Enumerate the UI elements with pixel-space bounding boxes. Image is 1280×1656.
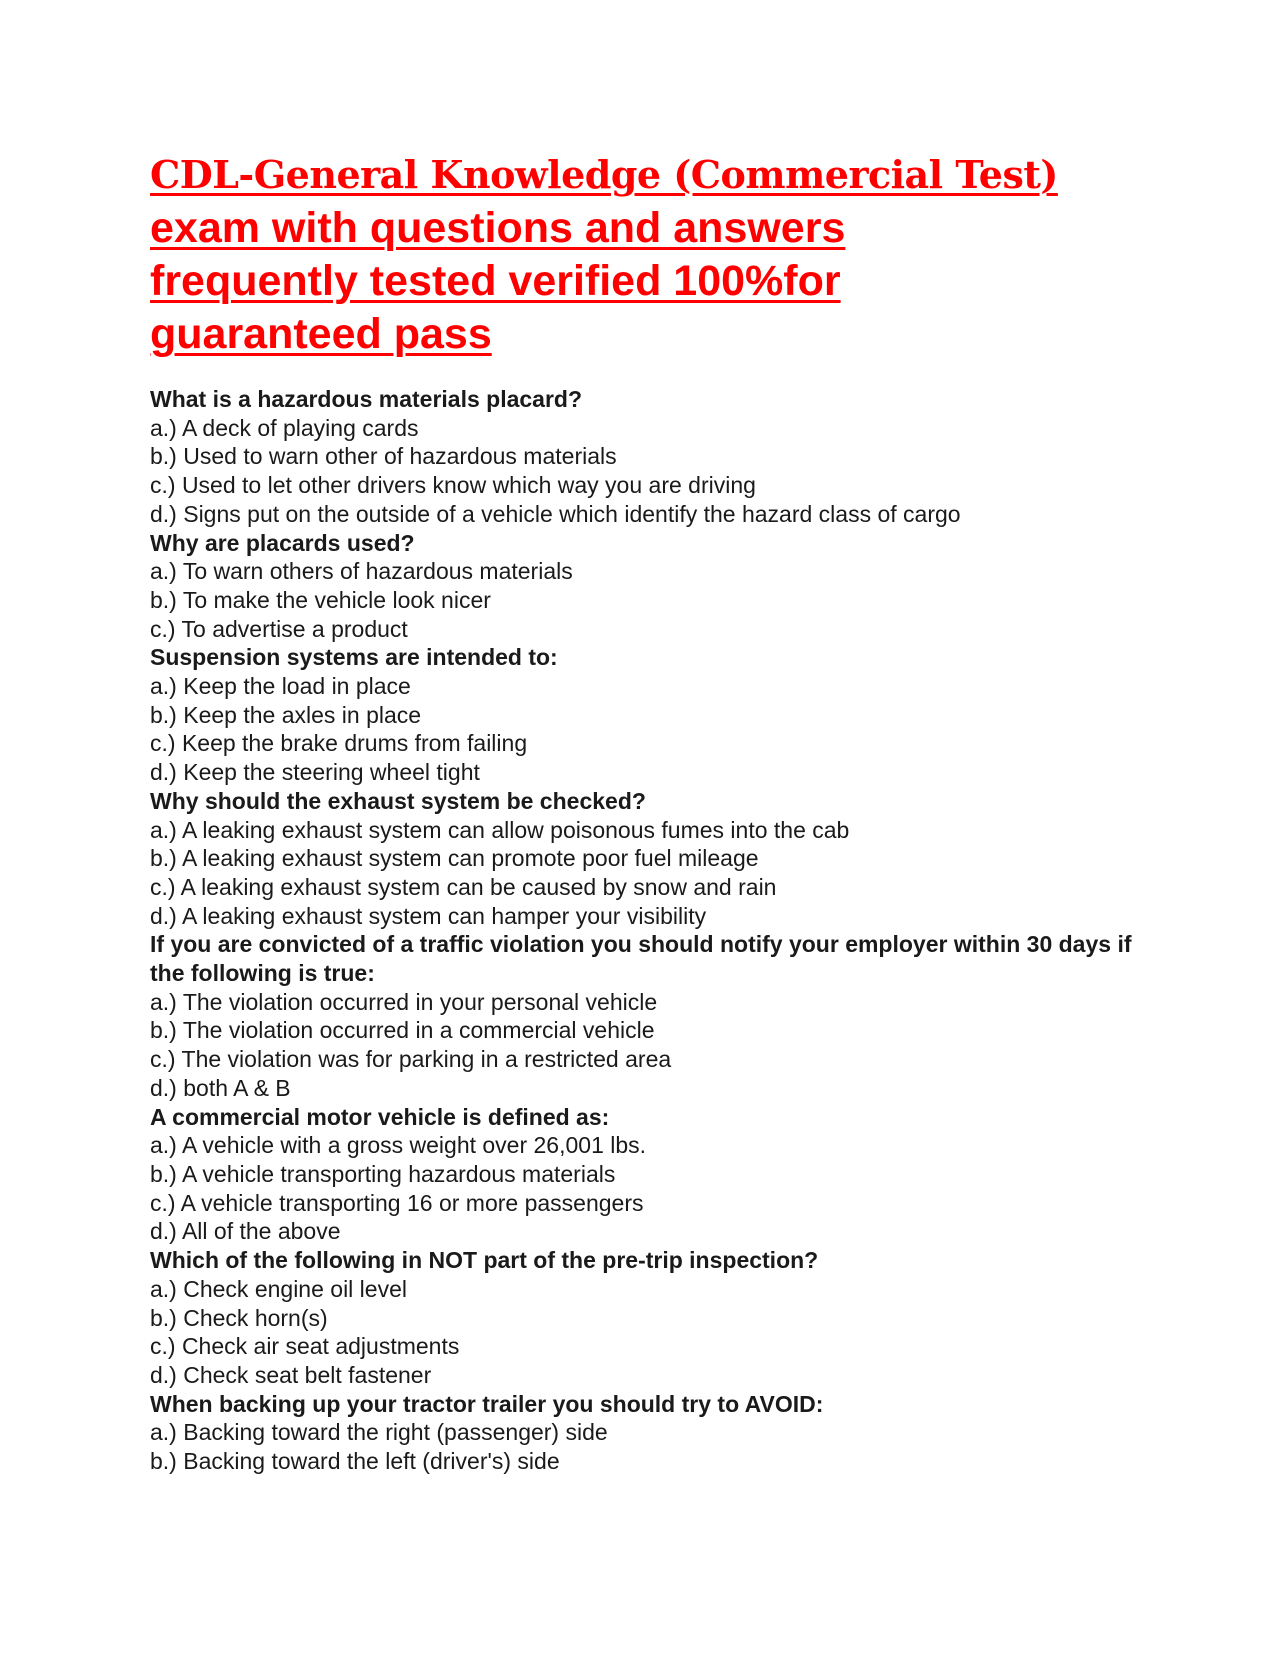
answer-option: a.) A deck of playing cards — [150, 414, 419, 441]
question-text: Suspension systems are intended to: — [150, 644, 558, 671]
answer-option: a.) Backing toward the right (passenger) side — [150, 1419, 608, 1446]
question-text: Why are placards used? — [150, 529, 415, 556]
answer-option: b.) The violation occurred in a commercial vehicle — [150, 1017, 655, 1044]
question-block — [150, 385, 1150, 529]
question-block — [150, 1103, 1150, 1247]
question-block — [150, 787, 1150, 931]
question-text: What is a hazardous materials placard? — [150, 386, 583, 412]
answer-option: c.) The violation was for parking in a restricted area — [150, 1046, 672, 1073]
question-block — [150, 1246, 1150, 1390]
answer-option: b.) Backing toward the left (driver's) side — [150, 1448, 560, 1475]
question-list — [150, 385, 1150, 1476]
answer-option: d.) A leaking exhaust system can hamper your visibility — [150, 902, 707, 929]
question-text: Why should the exhaust system be checked? — [150, 787, 646, 814]
title-line-3: frequently tested verified 100%for — [150, 257, 841, 305]
answer-option: d.) Keep the steering wheel tight — [150, 759, 480, 786]
answer-option: a.) Check engine oil level — [150, 1275, 407, 1302]
question-block — [150, 529, 1150, 644]
answer-option: c.) To advertise a product — [150, 615, 408, 642]
question-block — [150, 1390, 1150, 1476]
answer-option: b.) To make the vehicle look nicer — [150, 586, 491, 613]
title-line-4: guaranteed pass — [150, 310, 492, 358]
answer-option: d.) Signs put on the outside of a vehicle which identify the hazard class of cargo — [150, 500, 961, 527]
title-line-2: exam with questions and answers — [150, 204, 846, 252]
answer-option: a.) Keep the load in place — [150, 673, 411, 700]
answer-option: c.) Keep the brake drums from failing — [150, 730, 528, 757]
document-page — [150, 148, 1150, 1476]
answer-option: b.) Used to warn other of hazardous materials — [150, 443, 617, 470]
question-text: When backing up your tractor trailer you should try to AVOID: — [150, 1390, 824, 1417]
answer-option: b.) Check horn(s) — [150, 1304, 328, 1331]
answer-option: c.) Used to let other drivers know which way you are driving — [150, 472, 756, 499]
document-title — [150, 148, 1150, 361]
answer-option: d.) Check seat belt fastener — [150, 1361, 432, 1388]
answer-option: c.) A vehicle transporting 16 or more passengers — [150, 1189, 644, 1216]
answer-option: a.) To warn others of hazardous materials — [150, 558, 573, 585]
answer-option: c.) A leaking exhaust system can be caused by snow and rain — [150, 873, 777, 900]
answer-option: a.) The violation occurred in your personal vehicle — [150, 988, 658, 1015]
answer-option: a.) A leaking exhaust system can allow poisonous fumes into the cab — [150, 816, 850, 843]
question-text: Which of the following in NOT part of the pre-trip inspection? — [150, 1247, 819, 1274]
question-text: If you are convicted of a traffic violation you should notify your employer within 30 days if the following is true: — [150, 931, 1132, 987]
question-text: A commercial motor vehicle is defined as: — [150, 1103, 610, 1130]
question-block — [150, 643, 1150, 787]
answer-option: d.) All of the above — [150, 1218, 341, 1245]
title-line-1: CDL-General Knowledge (Commercial Test) — [150, 152, 1058, 197]
answer-option: d.) both A & B — [150, 1074, 291, 1101]
answer-option: a.) A vehicle with a gross weight over 26,001 lbs. — [150, 1132, 647, 1159]
question-block — [150, 930, 1150, 1102]
answer-option: c.) Check air seat adjustments — [150, 1333, 460, 1360]
answer-option: b.) A vehicle transporting hazardous materials — [150, 1160, 616, 1187]
answer-option: b.) Keep the axles in place — [150, 701, 422, 728]
answer-option: b.) A leaking exhaust system can promote poor fuel mileage — [150, 845, 759, 872]
